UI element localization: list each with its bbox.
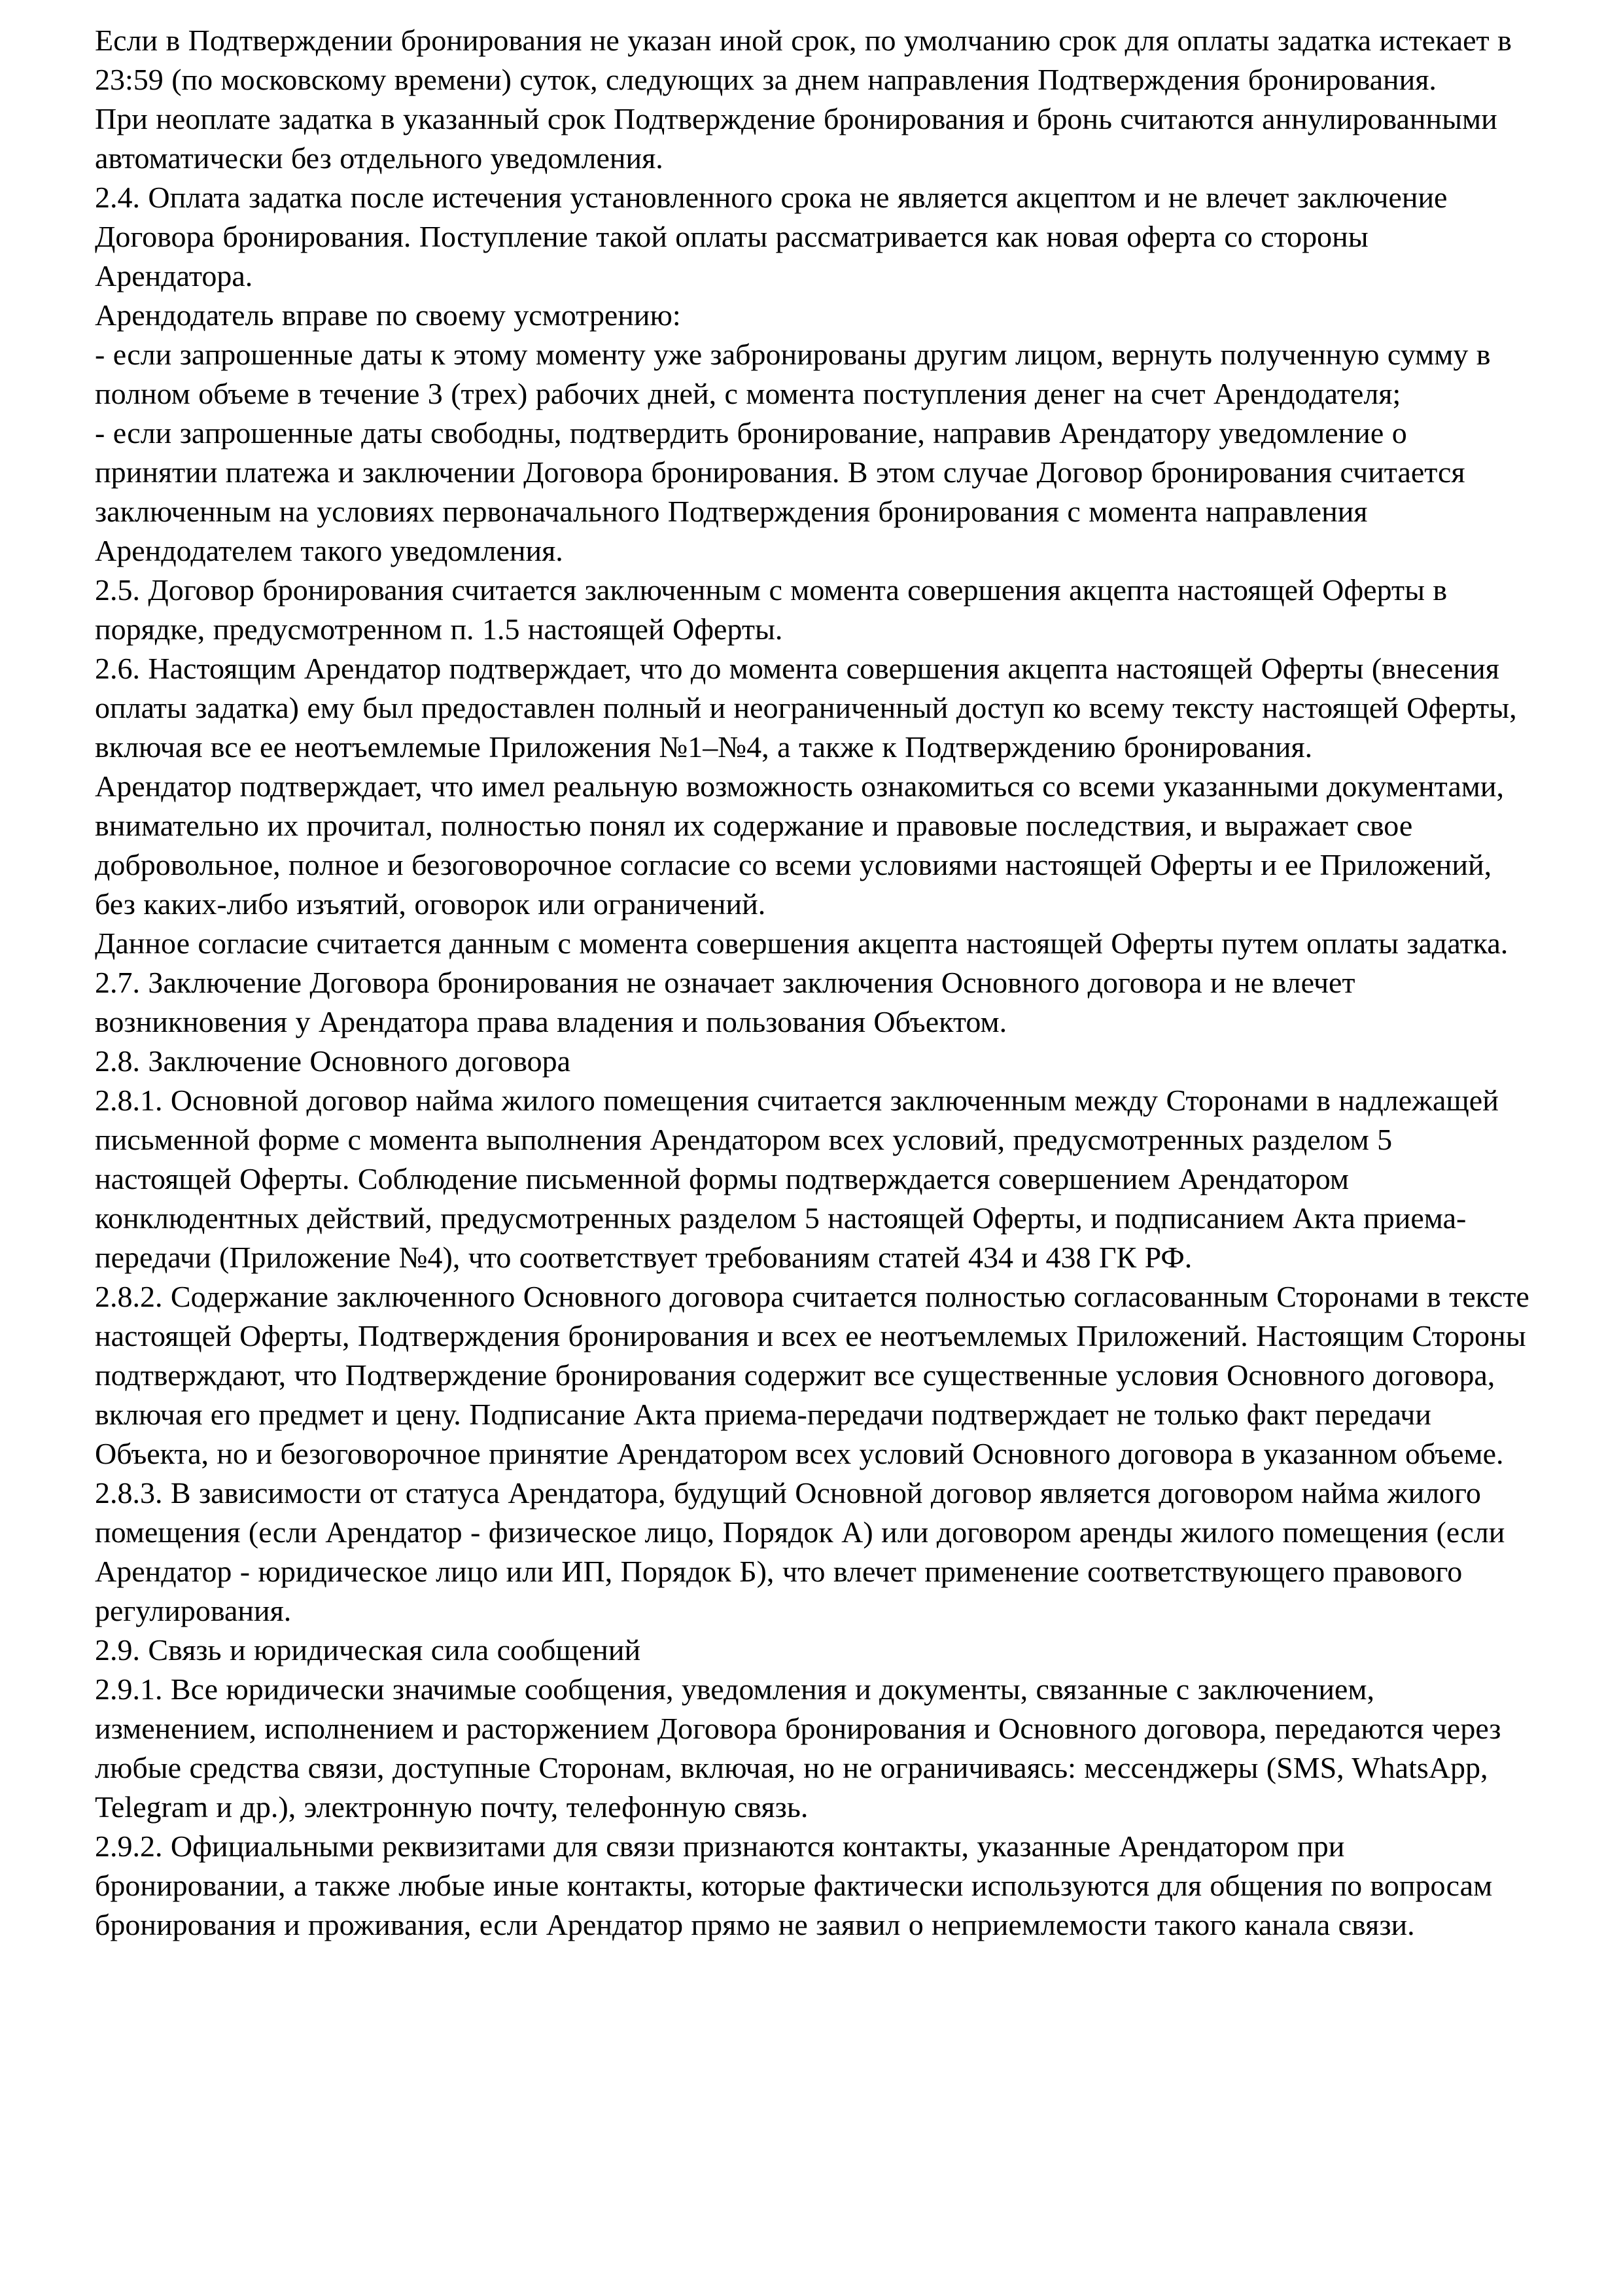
- para-2-9-1-communication-channels: 2.9.1. Все юридически значимые сообщения, уведомления и документы, связанные с заключением, изменением, исполнением и расторжением Договора бронирования и Основного договора, передаются через любые средства связи, доступные Сторонам, включая, но не ограничиваясь: мессенджеры (SMS, WhatsApp, Telegram и др.), электронную почту, телефонную связь.: [95, 1672, 1501, 1824]
- para-option-confirm-booking: - если запрошенные даты свободны, подтвердить бронирование, направив Арендатору уведомление о принятии платежа и заключении Договора бронирования. В этом случае Договор бронирования считается заключенным на условиях первоначального Подтверждения бронирования с момента направления Арендодателем такого уведомления.: [95, 416, 1465, 567]
- para-2-8-heading: 2.8. Заключение Основного договора: [95, 1044, 571, 1078]
- para-deposit-payment-deadline: Если в Подтверждении бронирования не указан иной срок, по умолчанию срок для оплаты задатка истекает в 23:59 (по московскому времени) суток, следующих за днем направления Подтверждения бронирования.: [95, 24, 1512, 96]
- para-2-8-3-tenant-status: 2.8.3. В зависимости от статуса Арендатора, будущий Основной договор является договором найма жилого помещения (если Арендатор - физическое лицо, Порядок А) или договором аренды жилого помещения (если Арендатор - юридическое лицо или ИП, Порядок Б), что влечет применение соответствующего правового регулирования.: [95, 1476, 1505, 1627]
- para-2-6-consent-moment: Данное согласие считается данным с момента совершения акцепта настоящей Оферты путем оплаты задатка.: [95, 927, 1509, 960]
- para-2-8-2-agreed-content: 2.8.2. Содержание заключенного Основного договора считается полностью согласованным Сторонами в тексте настоящей Оферты, Подтверждения бронирования и всех ее неотъемлемых Приложений. Настоящим Стороны подтверждают, что Подтверждение бронирования содержит все существенные условия Основного договора, включая его предмет и цену. Подписание Акта приема-передачи подтверждает не только факт передачи Объекта, но и безоговорочное принятие Арендатором всех условий Основного договора в указанном объеме.: [95, 1280, 1529, 1470]
- para-nonpayment-annulment: При неоплате задатка в указанный срок Подтверждение бронирования и бронь считаются аннулированными автоматически без отдельного уведомления.: [95, 102, 1497, 175]
- para-2-6-full-access: 2.6. Настоящим Арендатор подтверждает, что до момента совершения акцепта настоящей Оферты (внесения оплаты задатка) ему был предоставлен полный и неограниченный доступ ко всему тексту настоящей Оферты, включая все ее неотъемлемые Приложения №1–№4, а также к Подтверждению бронирования.: [95, 652, 1517, 764]
- para-2-9-2-official-contacts: 2.9.2. Официальными реквизитами для связи признаются контакты, указанные Арендатором при бронировании, а также любые иные контакты, которые фактически используются для общения по вопросам бронирования и проживания, если Арендатор прямо не заявил о неприемлемости такого канала связи.: [95, 1829, 1493, 1941]
- para-2-4-late-payment: 2.4. Оплата задатка после истечения установленного срока не является акцептом и не влечет заключение Договора бронирования. Поступление такой оплаты рассматривается как новая оферта со стороны Арендатора.: [95, 181, 1448, 292]
- para-2-6-tenant-acknowledgement: Арендатор подтверждает, что имел реальную возможность ознакомиться со всеми указанными документами, внимательно их прочитал, полностью понял их содержание и правовые последствия, и выражает свое добровольное, полное и безоговорочное согласие со всеми условиями настоящей Оферты и ее Приложений, без каких-либо изъятий, оговорок или ограничений.: [95, 769, 1504, 921]
- para-2-8-1-written-form: 2.8.1. Основной договор найма жилого помещения считается заключенным между Сторонами в надлежащей письменной форме с момента выполнения Арендатором всех условий, предусмотренных разделом 5 настоящей Оферты. Соблюдение письменной формы подтверждается совершением Арендатором конклюдентных действий, предусмотренных разделом 5 настоящей Оферты, и подписанием Акта приема-передачи (Приложение №4), что соответствует требованиям статей 434 и 438 ГК РФ.: [95, 1084, 1499, 1274]
- para-2-7-no-main-contract: 2.7. Заключение Договора бронирования не означает заключения Основного договора и не влечет возникновения у Арендатора права владения и пользования Объектом.: [95, 966, 1355, 1038]
- para-option-refund: - если запрошенные даты к этому моменту уже забронированы другим лицом, вернуть полученную сумму в полном объеме в течение 3 (трех) рабочих дней, с момента поступления денег на счет Арендодателя;: [95, 338, 1491, 410]
- para-2-5-contract-conclusion: 2.5. Договор бронирования считается заключенным с момента совершения акцепта настоящей Оферты в порядке, предусмотренном п. 1.5 настоящей Оферты.: [95, 573, 1448, 646]
- para-2-9-heading: 2.9. Связь и юридическая сила сообщений: [95, 1633, 641, 1667]
- para-landlord-discretion: Арендодатель вправе по своему усмотрению:: [95, 298, 681, 332]
